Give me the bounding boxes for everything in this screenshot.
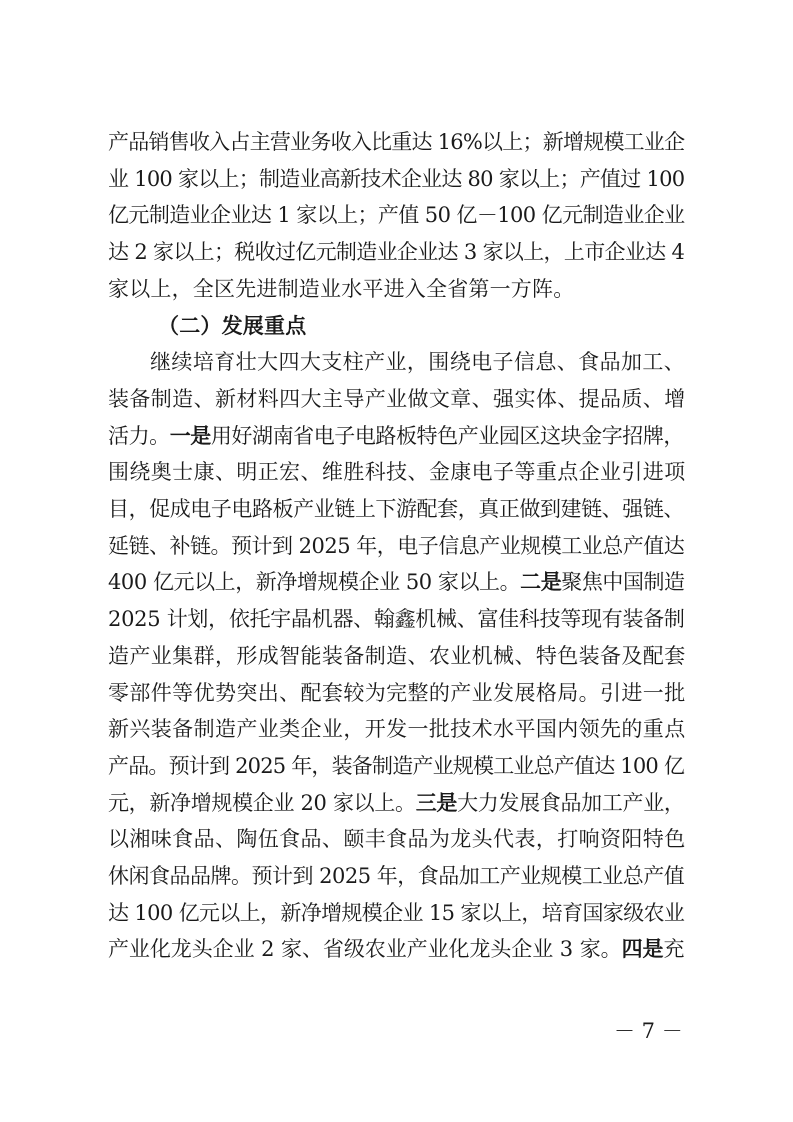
text-segment: 延链、补链。预计到 2025 年，电子信息产业规模工业总产值达 <box>108 533 685 558</box>
bold-text: 二是 <box>520 569 562 595</box>
text-segment: 产品销售收入占主营业务收入比重达 16%以上；新增规模工业企 <box>108 130 685 154</box>
text-line <box>108 491 684 527</box>
text-line <box>108 931 684 967</box>
text-line <box>108 785 685 821</box>
text-line <box>108 638 686 674</box>
text-segment: 继续培育壮大四大支柱产业，围绕电子信息、食品加工、 <box>150 350 686 375</box>
text-segment: 400 亿元以上，新净增规模企业 50 家以上。 <box>108 570 521 595</box>
text-line <box>108 454 686 490</box>
text-line <box>108 161 684 197</box>
text-segment: 零部件等优势突出、配套较为完整的产业发展格局。引进一批 <box>108 680 686 705</box>
text-segment: 围绕奥士康、明正宏、维胜科技、金康电子等重点企业引进项 <box>108 460 686 485</box>
text-segment: 达 100 亿元以上，新净增规模企业 15 家以上，培育国家级农业 <box>108 900 685 925</box>
text-segment: 装备制造、新材料四大主导产业做文章、强实体、提品质、增 <box>108 386 686 411</box>
text-line <box>108 858 684 894</box>
text-segment: 以湘味食品、陶伍食品、颐丰食品为龙头代表，打响资阳特色 <box>108 827 686 852</box>
text-segment: 新兴装备制造产业类企业，开发一批技术水平国内领先的重点 <box>108 717 686 742</box>
page-number: － 7 － <box>614 1019 683 1043</box>
text-line <box>150 344 685 380</box>
text-line <box>108 711 686 747</box>
bold-text: 三是 <box>415 789 458 815</box>
text-line <box>108 748 684 784</box>
text-line <box>108 528 684 564</box>
text-segment: 活力。 <box>108 423 170 448</box>
bold-text: （二）发展重点 <box>158 312 307 338</box>
text-segment: 大力发展食品加工产业， <box>457 790 685 815</box>
text-line <box>108 895 684 931</box>
text-segment: 休闲食品品牌。预计到 2025 年，食品加工产业规模工业总产值 <box>108 864 685 888</box>
text-segment: 产业化龙头企业 2 家、省级农业产业化龙头企业 3 家。 <box>108 937 622 962</box>
text-segment: 达 2 家以上；税收过亿元制造业企业达 3 家以上，上市企业达 4 <box>108 240 685 265</box>
text-segment: 亿元制造业企业达 1 家以上；产值 50 亿－100 亿元制造业企业 <box>108 203 685 228</box>
text-segment: 充 <box>663 937 685 962</box>
text-line <box>108 601 685 637</box>
text-line <box>108 821 686 857</box>
text-segment: 家以上，全区先进制造业水平进入全省第一方阵。 <box>108 276 575 301</box>
text-segment: 产品。预计到 2025 年，装备制造产业规模工业总产值达 100 亿 <box>108 753 685 778</box>
section-heading <box>158 308 306 344</box>
bold-text: 四是 <box>621 936 664 962</box>
text-line <box>108 675 686 711</box>
text-line <box>108 124 684 160</box>
text-segment: 用好湖南省电子电路板特色产业园区这块金字招牌， <box>210 423 684 448</box>
text-line <box>108 197 685 233</box>
text-line <box>108 271 574 307</box>
text-segment: 元，新净增规模企业 20 家以上。 <box>108 790 416 815</box>
text-segment: 目，促成电子电路板产业链上下游配套，真正做到建链、强链、 <box>108 497 684 521</box>
text-segment: 业 100 家以上；制造业高新技术企业达 80 家以上；产值过 100 <box>108 166 685 191</box>
text-segment: 造产业集群，形成智能装备制造、农业机械、特色装备及配套 <box>108 643 686 668</box>
text-segment: 2025 计划，依托宇晶机器、翰鑫机械、富佳科技等现有装备制 <box>108 607 685 632</box>
bold-text: 一是 <box>169 422 211 448</box>
text-line <box>108 418 684 454</box>
text-segment: 聚焦中国制造 <box>561 570 685 595</box>
text-line <box>108 234 684 270</box>
text-line <box>108 381 686 417</box>
text-line <box>108 564 685 600</box>
